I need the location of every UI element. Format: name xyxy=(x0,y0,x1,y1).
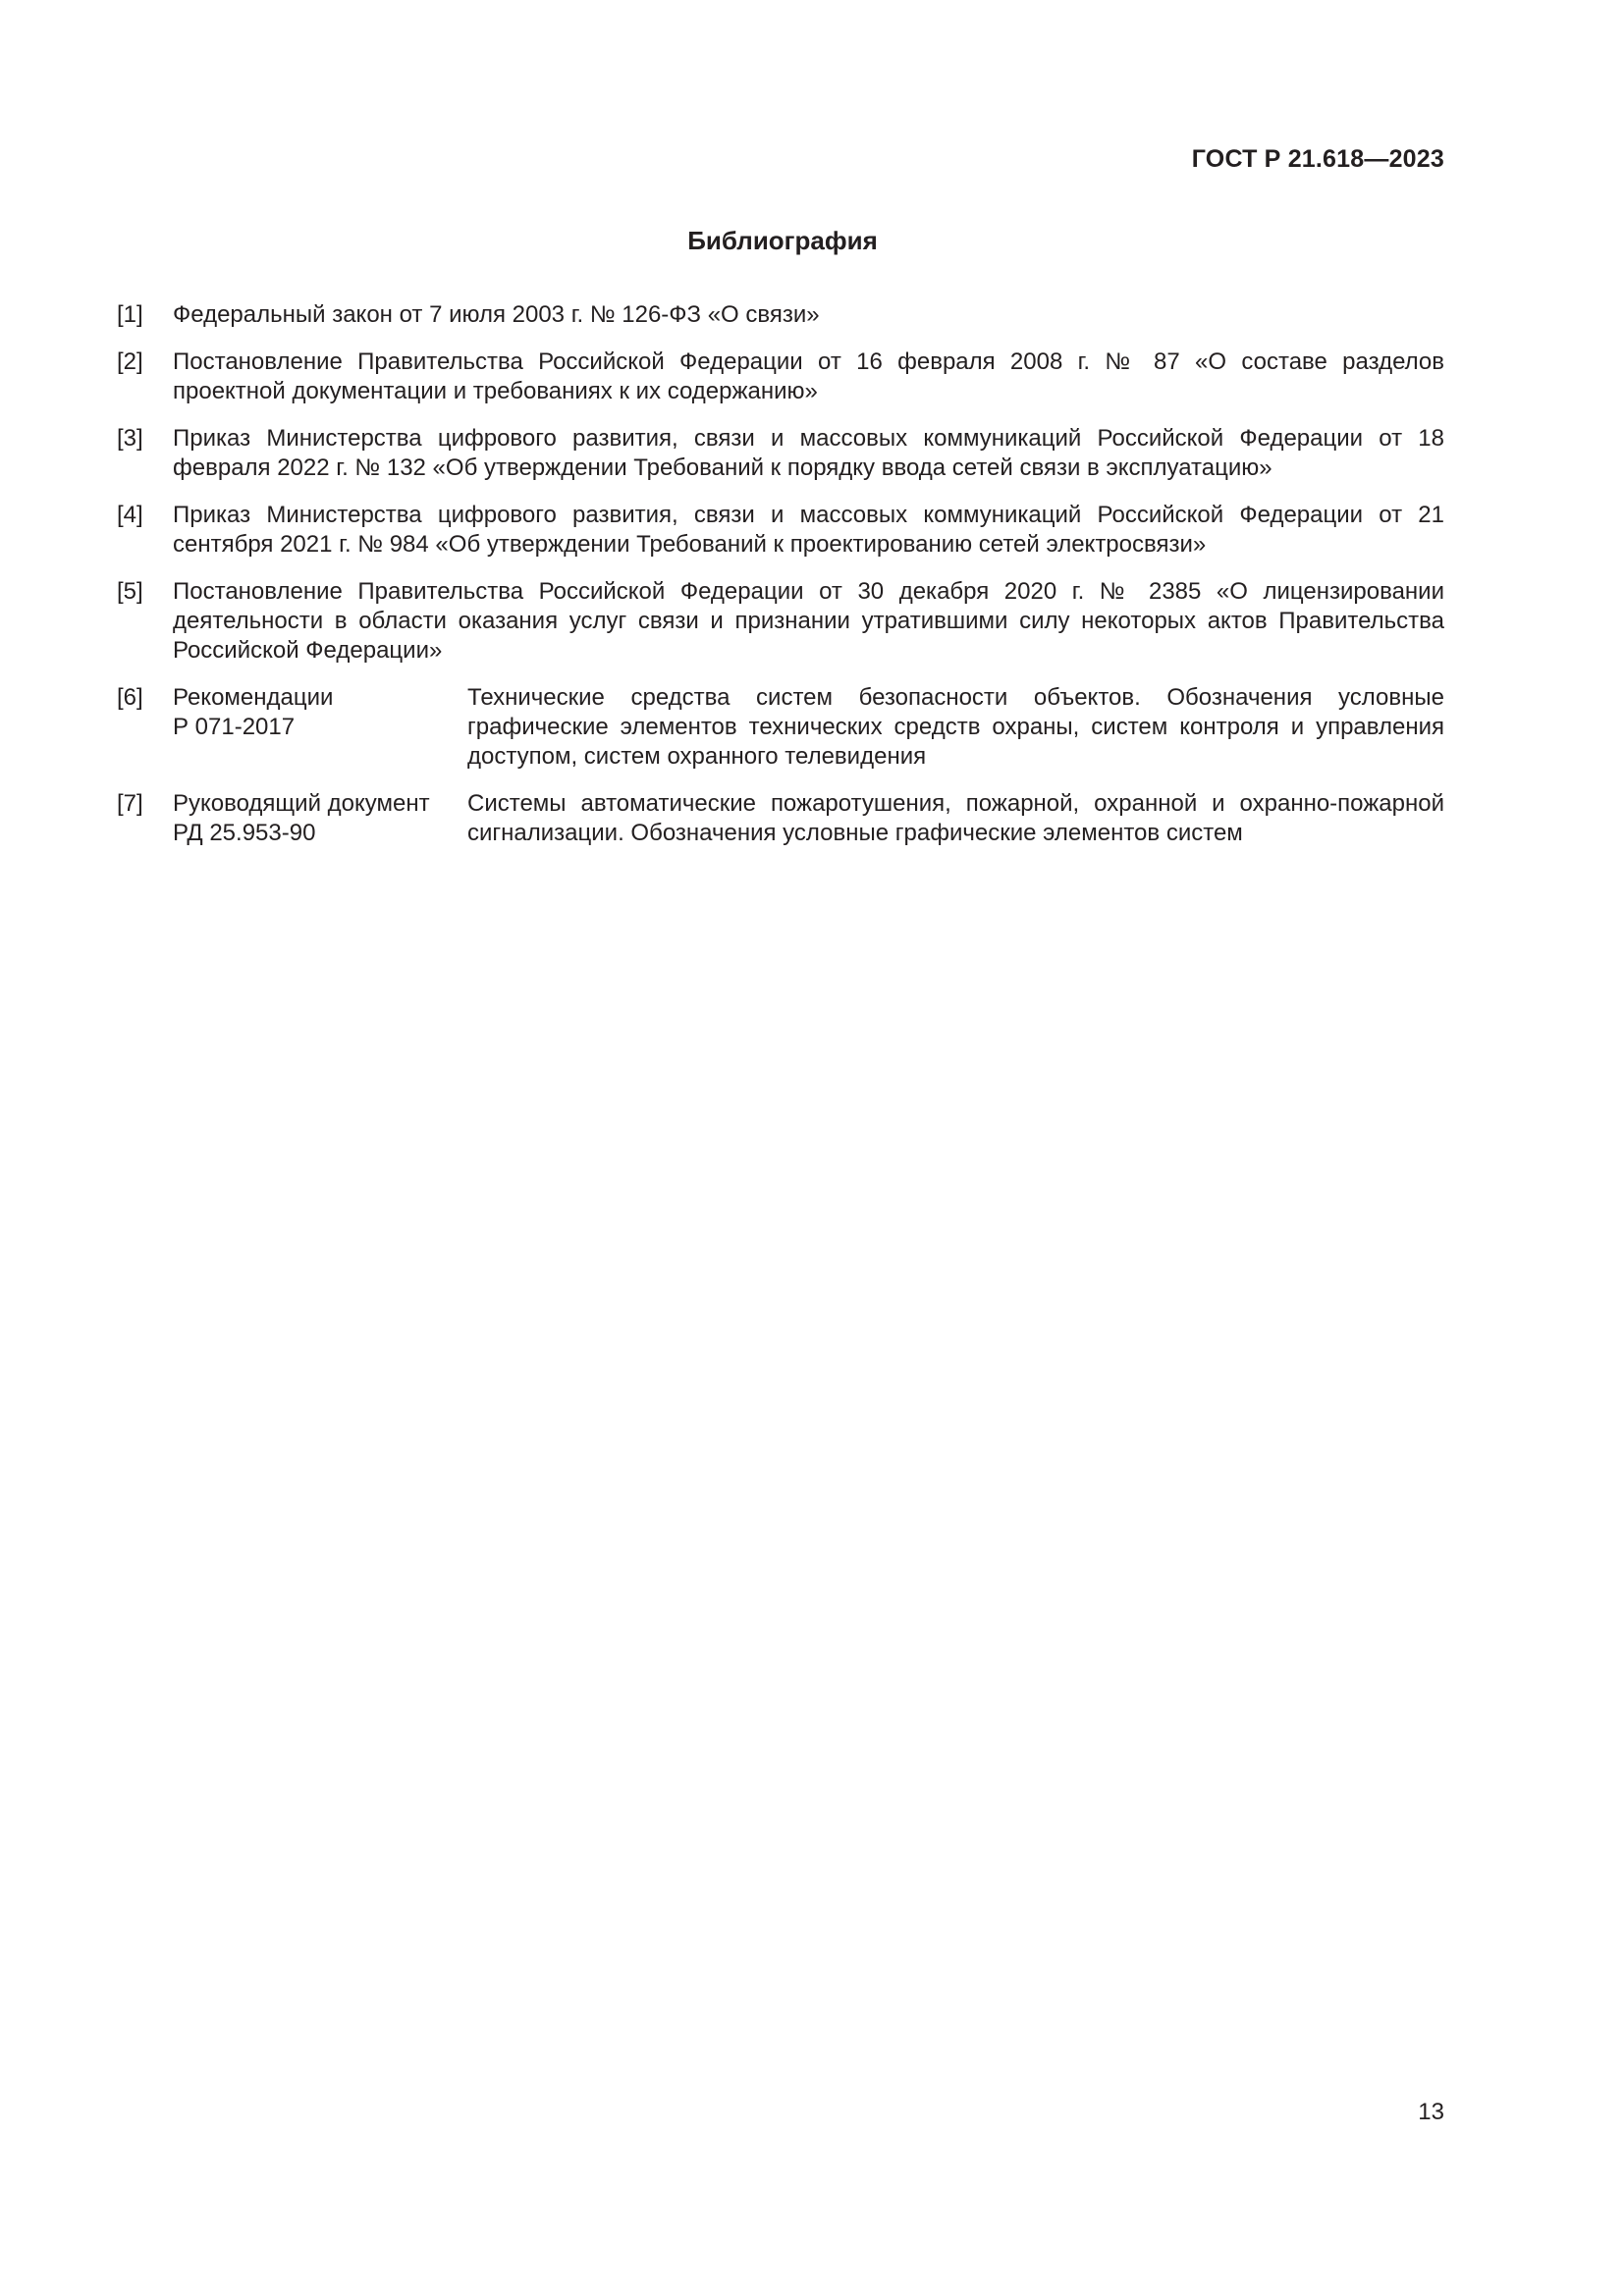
entry-number: [3] xyxy=(117,425,143,452)
entry-number: [6] xyxy=(117,684,143,711)
bibliography-entry xyxy=(117,424,1444,483)
entry-document-ref xyxy=(173,789,467,848)
entry-text: Постановление Правительства Российской Федерации от 30 декабря 2020 г. № 2385 «О лицензировании деятельности в области оказания услуг связи и признании утратившими силу некоторых актов Правительства Российской Федерации» xyxy=(173,578,1444,664)
page-number: 13 xyxy=(1418,2099,1444,2125)
bibliography-entry xyxy=(117,501,1444,560)
entry-document-ref xyxy=(173,683,467,772)
entry-text: Федеральный закон от 7 июля 2003 г. № 126-ФЗ «О связи» xyxy=(173,301,820,328)
entry-text: Системы автоматические пожаротушения, пожарной, охранной и охранно-пожарной сигнализации. Обозначения условные графические элементов систем xyxy=(467,790,1444,846)
bibliography-list xyxy=(117,300,1444,866)
entry-text: Постановление Правительства Российской Федерации от 16 февраля 2008 г. № 87 «О составе разделов проектной документации и требованиях к их содержанию» xyxy=(173,348,1444,404)
bibliography-entry xyxy=(117,300,1444,330)
entry-document-type: Рекомендации xyxy=(173,684,334,711)
bibliography-entry xyxy=(117,683,1444,772)
entry-number: [2] xyxy=(117,348,143,375)
entry-number: [4] xyxy=(117,502,143,528)
entry-text: Приказ Министерства цифрового развития, связи и массовых коммуникаций Российской Федерации от 21 сентября 2021 г. № 984 «Об утверждении Требований к проектированию сетей электросвязи» xyxy=(173,502,1444,558)
entry-text: Технические средства систем безопасности объектов. Обозначения условные графические элементов технических средств охраны, систем контроля и управления доступом, систем охранного телевидения xyxy=(467,684,1444,770)
entry-text: Приказ Министерства цифрового развития, связи и массовых коммуникаций Российской Федерации от 18 февраля 2022 г. № 132 «Об утверждении Требований к порядку ввода сетей связи в эксплуатацию» xyxy=(173,425,1444,481)
bibliography-entry xyxy=(117,789,1444,848)
entry-document-type: Руководящий документ xyxy=(173,790,430,817)
entry-document-id: Р 071-2017 xyxy=(173,714,296,740)
bibliography-entry xyxy=(117,577,1444,666)
bibliography-entry xyxy=(117,347,1444,406)
entry-number: [1] xyxy=(117,301,143,328)
entry-number: [7] xyxy=(117,790,143,817)
entry-number: [5] xyxy=(117,578,143,605)
entry-document-id: РД 25.953-90 xyxy=(173,820,316,846)
section-title: Библиография xyxy=(687,226,878,255)
document-code: ГОСТ Р 21.618—2023 xyxy=(1191,145,1444,173)
